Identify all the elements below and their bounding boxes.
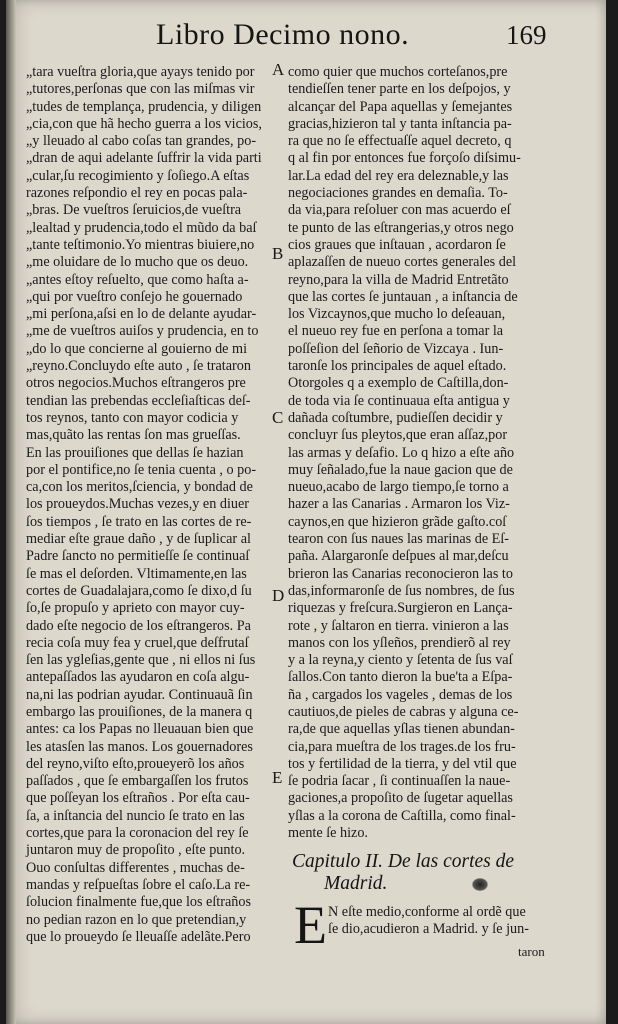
text-line: ſen las ygleſias,gente que , ni ellos ni ſus — [26, 652, 256, 669]
text-line: del reyno,viſto eſto,proueyerõ los años — [26, 755, 245, 772]
text-line: reyno,para la villa de Madrid Entretãto — [288, 271, 509, 288]
text-line: caynos,en que hizieron grãde gaſto.coſ — [288, 513, 507, 530]
text-line: tos y fertilidad de la tierra, y del vtil que — [288, 755, 517, 772]
text-line: „cular,ſu recogimiento y ſoſiego.A eſtas — [26, 167, 250, 184]
text-line: „dran de aqui adelante ſuffrir la vida parti — [26, 150, 262, 167]
text-line: los Vizcaynos,que mucho lo deſeauan, — [288, 306, 506, 323]
text-line: das,informaronſe de ſus nombres, de ſus — [288, 582, 515, 599]
text-line: gracias,hizieron tal y tanta inſtancia pa- — [288, 115, 512, 132]
text-line: antepaſſados las ayudaron en coſa algu- — [26, 669, 250, 686]
text-line: no pedian razon en lo que pretendian,y — [26, 911, 247, 928]
text-line: cortes,que para la coronacion del rey ſe — [26, 825, 249, 842]
text-line: dado eſte negocio de los eſtrangeros. Pa — [26, 617, 251, 634]
text-line: ſolucion finalmente fue,que los eſtraños — [26, 894, 251, 911]
text-line: da via,para reſoluer con mas acuerdo eſ — [288, 202, 511, 219]
left-text-column — [26, 64, 278, 946]
text-line: ſo,ſe propuſo y aprieto con mayor cuy- — [26, 600, 245, 617]
text-line: „lealtad y prudencia,todo el mũdo da baſ — [26, 219, 257, 236]
text-line: te punto de las eſtrangerias,y otros nego — [288, 219, 514, 236]
text-line: de toda via ſe continuaua eſta antigua y — [288, 392, 510, 409]
text-line: gaciones,a propoſito de ſugetar aquellas — [288, 790, 513, 807]
final-paragraph — [328, 904, 588, 939]
text-line: juntaron muy de propoſito , eſte punto. — [26, 842, 246, 859]
text-line: „tudes de templança, prudencia, y diligen — [26, 98, 262, 115]
text-line: ña , cargados los vageles , demas de los — [288, 686, 513, 703]
text-line: ſe podria ſacar , ſi continuaſſen la naue- — [288, 773, 511, 790]
text-line: negociaciones grandes en demaſia. To- — [288, 185, 508, 202]
text-line: que poſſeyan los eſtraños . Por eſta cau- — [26, 790, 250, 807]
text-line: cios graues que inſtauan , acordaron ſe — [288, 236, 506, 253]
text-line: manos con los yſleños, prendierõ al rey — [288, 634, 511, 651]
text-line: ra que no ſe effectuaſſe aquel decreto, q — [288, 133, 512, 150]
book-page — [6, 0, 606, 1024]
text-line: „cia,con que hã hecho guerra a los vicios, — [26, 115, 262, 132]
text-line: ra,de que aquellas yſlas tienen abundan- — [288, 721, 515, 738]
text-line: las armas y deſafio. Lo q hizo a eſte año — [288, 444, 515, 461]
text-line: embargo las prouiſiones, de la manera q — [26, 703, 253, 720]
text-line: taronſe los principales de aquel eſtado. — [288, 358, 507, 375]
text-line: ſe dio,acudieron a Madrid. y ſe jun- — [328, 921, 529, 938]
text-line: „antes eſtoy reſuelto, que como haſta a- — [26, 271, 249, 288]
text-line: riquezas y freſcura.Surgieron en Lança- — [288, 600, 513, 617]
text-line: lar.La edad del rey era deleznable,y las — [288, 167, 509, 184]
text-line: dañada coſtumbre, pudieſſen decidir y — [288, 409, 503, 426]
text-line: ſallos.Con tanto dieron la bue'ta a Eſpa- — [288, 669, 513, 686]
text-line: alcançar del Papa aquellas y ſemejantes — [288, 98, 513, 115]
text-line: hazer a las Canarias . Armaron los Viz- — [288, 496, 510, 513]
text-line: los proueydos.Muchas vezes,y en diuer — [26, 496, 250, 513]
text-line: nueuo,acabo de largo tiempo,ſe torno a — [288, 479, 509, 496]
chapter-heading — [292, 851, 582, 895]
text-line: „mi perſona,aſsi en lo de delante ayudar- — [26, 306, 257, 323]
text-line: yſlas a la corona de Caſtilla, como final- — [288, 807, 516, 824]
text-line: y a la reyna,y ciento y ſetenta de ſus vaſ — [288, 652, 513, 669]
margin-marker-a: A — [272, 60, 285, 79]
text-line: „reyno.Concluydo eſte auto , ſe trataron — [26, 358, 251, 375]
text-line: mente ſe hizo. — [288, 825, 368, 842]
catchword: taron — [518, 944, 545, 959]
text-line: „me oluidare de lo mucho que os deuo. — [26, 254, 249, 271]
text-line: mediar eſte graue daño , y de ſuplicar al — [26, 531, 251, 548]
text-line: paña. Alargaronſe deſpues al mar,deſcu — [288, 548, 509, 565]
text-line: ca,con los meritos,ſciencia, y bondad de — [26, 479, 253, 496]
text-line: cortes de Guadalajara,como ſe dixo,d ſu — [26, 582, 252, 599]
running-head-title: Libro Decimo nono. — [156, 18, 410, 51]
text-line: tearon con ſus naues las marinas de Eſ- — [288, 531, 510, 548]
text-line: „tante teſtimonio.Yo mientras biuiere,no — [26, 236, 255, 253]
text-line: ſa, a inſtancia del nuncio ſe trato en las — [26, 807, 245, 824]
text-line: „do lo que concierne al gouierno de mi — [26, 340, 248, 357]
text-line: „tara vueſtra gloria,que ayays tenido por — [26, 64, 255, 80]
text-line: les atasſen las manos. Los gouernadores — [26, 738, 253, 755]
text-line: mandas y reſpueſtas ſobre el caſo.La re- — [26, 876, 251, 893]
drop-cap-letter: E — [294, 895, 327, 955]
margin-marker-d: D — [272, 586, 285, 605]
text-line: como quier que muchos corteſanos,pre — [288, 64, 508, 80]
text-line: En las prouiſiones que dellas ſe hazian — [26, 444, 244, 461]
text-line: concluyr ſus pleytos,que eran aſſaz,por — [288, 427, 508, 444]
text-line: „y lleuado al cabo coſas tan grandes, po- — [26, 133, 257, 150]
text-line: tendian las prebendas eccleſiaſticas deſ- — [26, 392, 251, 409]
text-line: aplazaſſen de nueuo cortes generales del — [288, 254, 517, 271]
margin-marker-c: C — [272, 408, 284, 427]
text-line: rote , y ſaltaron en tierra. vinieron a las — [288, 617, 509, 634]
text-line: recia coſa muy fea y cruel,que deſfrutaſ — [26, 634, 249, 651]
text-line: Ouo conſultas differentes , muchas de- — [26, 859, 245, 876]
text-line: poſſeſion del ſeñorio de Vizcaya . Iun- — [288, 340, 504, 357]
text-line: muy ſeñalado,fue la naue gacion que de — [288, 461, 513, 478]
text-line: paſſados , que ſe embargaſſen los frutos — [26, 773, 249, 790]
text-line: Otorgoles q a exemplo de Caſtilla,don- — [288, 375, 509, 392]
text-line: cautiuos,de pieles de cabras y alguna ce- — [288, 703, 519, 720]
text-line: tendieſſen tener parte en los deſpojos, y — [288, 81, 511, 98]
ink-blot — [472, 878, 488, 891]
chapter-heading-line: Madrid. — [324, 873, 388, 894]
text-line: cia,para mueſtra de los trages.de los fru- — [288, 738, 516, 755]
text-line: ſos tiempos , ſe trato en las cortes de re- — [26, 513, 252, 530]
right-text-column — [288, 64, 588, 842]
text-line: „qui por vueſtro conſejo he gouernado — [26, 288, 243, 305]
text-line: Padre ſancto no permitieſſe ſe continuaſ — [26, 548, 250, 565]
text-line: N eſte medio,conforme al ordẽ que — [328, 904, 526, 920]
text-line: brieron las Canarias reconocieron las to — [288, 565, 513, 582]
margin-marker-b: B — [272, 244, 284, 263]
chapter-heading-line: Capitulo II. De las cortes de — [292, 851, 515, 872]
text-line: que lo proueydo ſe lleuaſſe adelãte.Pero — [26, 928, 251, 945]
page-number: 169 — [506, 20, 547, 50]
text-line: „bras. De vueſtros ſeruicios,de vueſtra — [26, 202, 242, 219]
text-line: que las cortes ſe juntauan , a inſtancia de — [288, 288, 518, 305]
text-line: mas,quãto las rentas ſon mas grueſſas. — [26, 427, 241, 444]
text-line: q al fin por entonces fue forçoſo diſsimu- — [288, 150, 521, 167]
text-line: razones reſpondio el rey en pocas pala- — [26, 185, 248, 202]
text-line: otros negocios.Muchos eſtrangeros pre — [26, 375, 246, 392]
text-line: antes: ca los Papas no lleuauan bien que — [26, 721, 254, 738]
text-line: ſe mas el deſorden. Vltimamente,en las — [26, 565, 247, 582]
text-line: na,ni las podrian ayudar. Continuauã ſin — [26, 686, 253, 703]
text-line: „me de vueſtros auiſos y prudencia, en to — [26, 323, 259, 340]
book-gutter-shadow — [6, 0, 16, 1024]
text-line: tos reynos, tanto con mayor codicia y — [26, 409, 239, 426]
text-line: el nueuo rey fue en perſona a tomar la — [288, 323, 504, 340]
text-line: por el pontifice,no ſe tenia cuenta , o po- — [26, 461, 257, 478]
margin-marker-e: E — [272, 768, 283, 787]
text-line: „tutores,perſonas que con las miſmas vir — [26, 81, 255, 98]
